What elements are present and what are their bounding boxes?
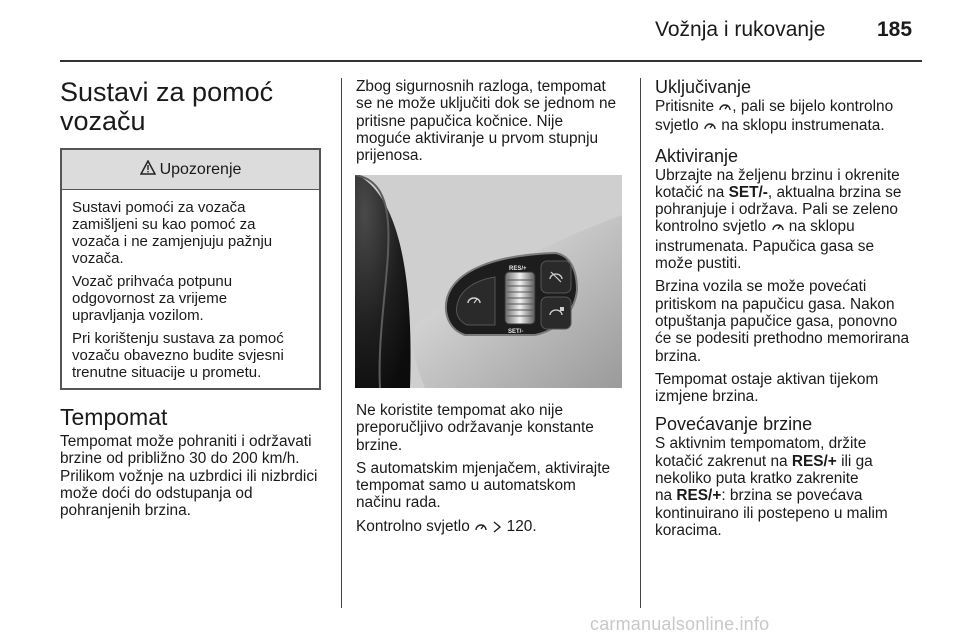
text-line: otpuštanja papučice gasa, ponovno xyxy=(655,312,898,330)
text-line: će se podesiti prethodno memorirana xyxy=(655,330,910,348)
text-line: načinu rada. xyxy=(356,494,441,512)
warning-box xyxy=(60,148,321,390)
text-line: Tempomat ostaje aktivan tijekom xyxy=(655,370,879,388)
set-label: SET/- xyxy=(508,329,524,335)
page-reference: 120. xyxy=(506,517,537,535)
res-control-label: RES/+ xyxy=(791,452,837,470)
column-divider-1 xyxy=(341,78,342,608)
text-line: vozaču obavezno budite svjesni xyxy=(72,347,284,364)
text-line: Ubrzajte na željenu brzinu i okrenite xyxy=(655,166,900,184)
warning-paragraph-1 xyxy=(72,199,309,267)
text-line: tempomat samo u automatskom xyxy=(356,477,576,495)
text-line: trenutne situacije u prometu. xyxy=(72,364,262,381)
column-2-top xyxy=(356,78,628,170)
text-line: može doći do odstupanja od xyxy=(60,484,253,502)
steering-wheel-illustration xyxy=(355,175,622,388)
text-line: nekoliko puta kratko zakrenite xyxy=(655,470,859,488)
text-fragment: na xyxy=(655,487,673,505)
text-line: Pri korištenju sustava za pomoć xyxy=(72,330,284,347)
text-line: pritisne papučica kočnice. Nije xyxy=(356,112,564,130)
column-3 xyxy=(655,78,923,545)
ukljucivanje-paragraph xyxy=(655,98,923,137)
set-control-label: SET/- xyxy=(728,183,768,201)
text-fragment: Pritisnite xyxy=(655,98,715,115)
text-line: Tempomat može pohraniti i održavati xyxy=(60,433,312,450)
steering-wheel-drawing xyxy=(355,175,622,388)
text-line: zamišljeni su kao pomoć za xyxy=(72,216,256,233)
heading-aktiviranje: Aktiviranje xyxy=(655,145,739,166)
header-divider xyxy=(60,60,922,62)
aktiviranje-paragraph-3 xyxy=(655,371,923,406)
text-line: Sustavi pomoći za vozača xyxy=(72,199,246,216)
warning-title: Upozorenje xyxy=(159,160,242,178)
text-line: se ne može uključiti dok se jednom ne xyxy=(356,95,617,113)
warning-paragraph-2 xyxy=(72,273,309,324)
text-line: odgovornost za vrijeme xyxy=(72,290,228,307)
text-line: S automatskim mjenjačem, aktivirajte xyxy=(356,459,611,477)
control-light-reference xyxy=(356,518,628,537)
text-line: preporučljivo održavanje konstante xyxy=(356,419,594,437)
res-label: RES/+ xyxy=(509,266,527,272)
text-line: kontinuirano ili postepeno u malim xyxy=(655,504,888,522)
text-line: Zbog sigurnosnih razloga, tempomat xyxy=(356,78,606,95)
text-line: brzine. xyxy=(356,436,403,454)
text-line: vozača i ne zamjenjuju pažnju xyxy=(72,233,273,250)
text-fragment: , aktualna brzina se xyxy=(767,183,902,201)
warning-paragraph-3 xyxy=(72,330,309,381)
text-line: brzine od približno 30 do 200 km/h. xyxy=(60,450,300,468)
column-divider-2 xyxy=(640,78,641,608)
cruise-control-icon xyxy=(718,100,732,117)
page-reference-arrow-icon xyxy=(492,520,502,537)
warning-header xyxy=(62,150,319,190)
automatic-gearbox-paragraph xyxy=(356,460,628,512)
text-fragment: na sklopu xyxy=(788,218,855,236)
column-2-bottom xyxy=(356,402,628,543)
tempomat-paragraph xyxy=(60,433,335,519)
text-line: koracima. xyxy=(655,521,722,539)
text-fragment: kontrolno svjetlo xyxy=(655,218,767,236)
watermark[interactable]: carmanualsonline.info xyxy=(590,614,770,634)
povecavanje-paragraph xyxy=(655,435,923,539)
text-line: Prilikom vožnje na uzbrdici ili nizbrdici xyxy=(60,467,318,485)
text-line: Vozač prihvaća potpunu xyxy=(72,273,233,290)
page-header-title: Vožnja i rukovanje xyxy=(655,18,826,41)
constant-speed-paragraph xyxy=(356,402,628,454)
res-control-label: RES/+ xyxy=(676,487,722,505)
tempomat-title: Tempomat xyxy=(60,404,168,430)
section-title-line-1: Sustavi za pomoć xyxy=(60,77,274,107)
text-fragment: svjetlo xyxy=(655,117,699,135)
text-line: S aktivnim tempomatom, držite xyxy=(655,435,867,453)
text-line: pritiskom na papučicu gasa. Nakon xyxy=(655,295,895,313)
tempomat-section xyxy=(60,405,335,525)
text-fragment: ili ga xyxy=(836,452,873,470)
text-line: instrumenata. Papučica gasa se xyxy=(655,237,875,255)
text-line: brzina. xyxy=(655,347,702,365)
text-line: izmjene brzina. xyxy=(655,388,759,406)
section-title-line-2: vozaču xyxy=(60,106,146,136)
cruise-control-icon xyxy=(771,220,785,237)
text-fragment: na sklopu instrumenata. xyxy=(721,117,885,135)
aktiviranje-paragraph-1 xyxy=(655,167,923,273)
heading-povecavanje-brzine: Povećavanje brzine xyxy=(655,414,813,435)
text-line: može pustiti. xyxy=(655,255,742,273)
cruise-control-icon xyxy=(703,119,717,136)
text-fragment: , pali se bijelo kontrolno xyxy=(732,98,894,115)
section-title xyxy=(60,78,330,136)
text-line: prijenosa. xyxy=(356,147,423,165)
heading-ukljucivanje: Uključivanje xyxy=(655,77,752,97)
text-line: vozača. xyxy=(72,250,124,267)
text-line: pohranjenih brzina. xyxy=(60,502,191,520)
column-1 xyxy=(60,78,330,136)
cruise-control-icon xyxy=(474,520,488,537)
page-number: 185 xyxy=(877,18,913,41)
text-fragment: : brzina se povećava xyxy=(721,487,863,505)
safety-paragraph xyxy=(356,78,628,164)
text-line: Brzina vozila se može povećati xyxy=(655,278,867,296)
warning-body xyxy=(62,190,319,381)
text-line: Ne koristite tempomat ako nije xyxy=(356,402,564,419)
warning-triangle-icon xyxy=(140,160,156,180)
text-fragment: kotačić na xyxy=(655,183,725,201)
text-line: pohranjuje i održava. Pali se zeleno xyxy=(655,201,898,219)
text-line: upravljanja vozilom. xyxy=(72,307,204,324)
text-line: moguće aktiviranje u prvom stupnju xyxy=(356,129,599,147)
aktiviranje-paragraph-2 xyxy=(655,278,923,364)
text-fragment: kotačić zakrenut na xyxy=(655,452,788,470)
text-line: Kontrolno svjetlo xyxy=(356,517,470,535)
